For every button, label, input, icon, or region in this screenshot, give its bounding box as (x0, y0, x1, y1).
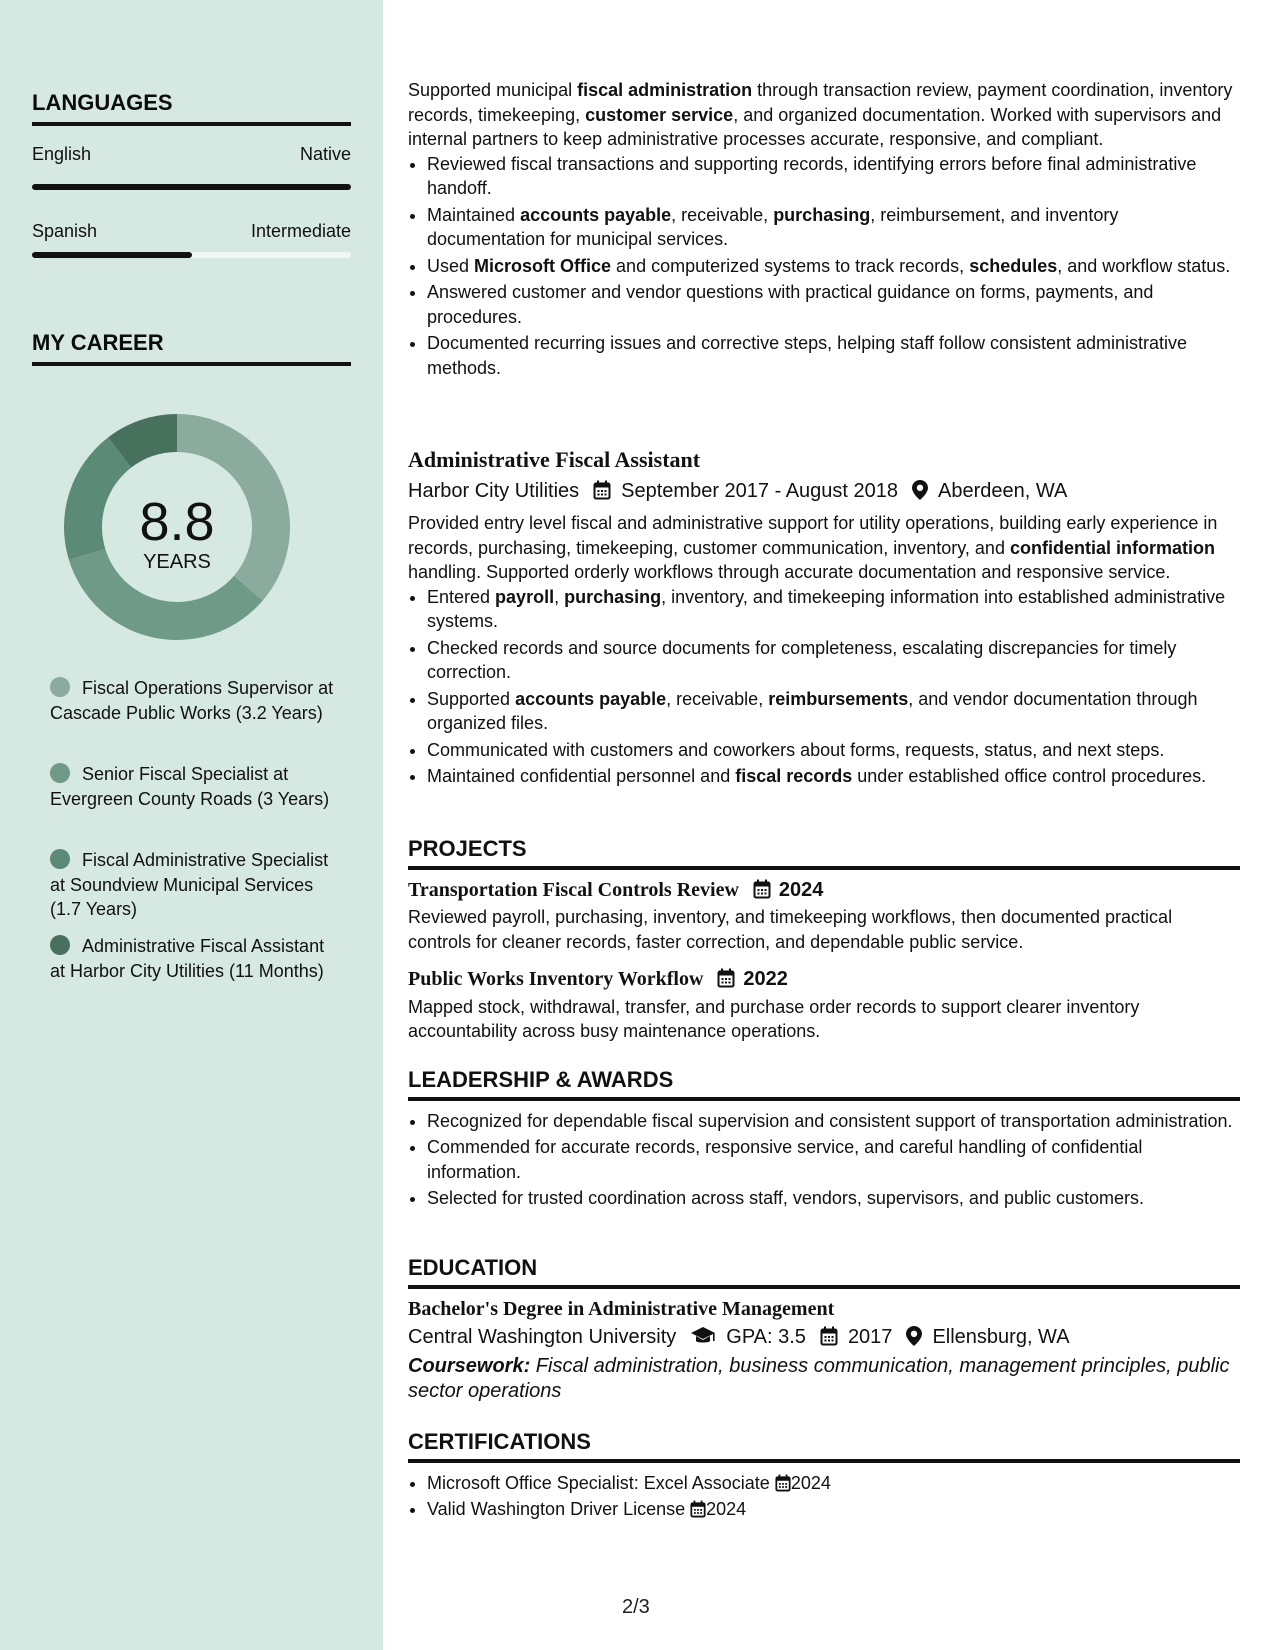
leadership-section (408, 1068, 1240, 1213)
list-item: • Reviewed fiscal transactions and supporting records, identifying errors before final administrative handoff. (427, 152, 1240, 201)
job-company: Harbor City Utilities (408, 479, 580, 502)
map-pin-icon (906, 1325, 922, 1350)
graduation-year: 2017 (847, 1326, 893, 1348)
project-title-row (408, 967, 1240, 992)
language-row-spanish (32, 221, 351, 242)
list-item: • Maintained confidential personnel and fiscal records under established office control procedures. (427, 764, 1240, 789)
list-item: • Answered customer and vendor questions with practical guidance on forms, payments, and procedures. (427, 280, 1240, 329)
language-row-english (32, 144, 351, 165)
list-item: • Used Microsoft Office and computerized systems to track records, schedules, and workflow status. (427, 254, 1240, 279)
school-location: Ellensburg, WA (932, 1326, 1070, 1348)
career-legend-item (50, 762, 340, 811)
projects-section (408, 837, 1240, 1044)
project-title-row (408, 878, 1240, 903)
legend-label: Fiscal Operations Supervisor at Cascade Public Works (3.2 Years) (50, 678, 334, 723)
language-bar-english (32, 184, 351, 190)
language-bar-fill (32, 252, 192, 258)
calendar-icon (753, 878, 771, 903)
list-item: • Communicated with customers and coworkers about forms, requests, status, and next steps. (427, 738, 1240, 763)
legend-dot (50, 935, 70, 955)
intro-bullets (408, 152, 1240, 381)
project-title: Public Works Inventory Workflow (408, 968, 704, 990)
languages-heading: LANGUAGES (32, 90, 351, 126)
job-bullets (408, 585, 1240, 789)
career-legend-item (50, 676, 340, 725)
list-item: • Documented recurring issues and corrective steps, helping staff follow consistent administrative methods. (427, 331, 1240, 380)
language-level: Native (299, 144, 351, 164)
career-total: 8.8 (139, 492, 215, 552)
intro-section (408, 78, 1240, 382)
legend-dot (50, 677, 70, 697)
certifications-heading: CERTIFICATIONS (408, 1430, 1240, 1463)
school-name: Central Washington University (408, 1326, 677, 1348)
project-description: Mapped stock, withdrawal, transfer, and purchase order records to support clearer inventory accountability across busy maintenance operations. (408, 996, 1140, 1041)
project-description: Reviewed payroll, purchasing, inventory, and timekeeping workflows, then documented practical controls for cleaner records, faster correction, and dependable public service. (408, 907, 1173, 952)
calendar-icon (690, 1499, 706, 1519)
sidebar (0, 0, 383, 1650)
language-bar-spanish (32, 252, 351, 258)
calendar-icon (717, 967, 735, 992)
calendar-icon (593, 479, 611, 504)
graduation-cap-icon (690, 1325, 716, 1350)
project-title: Transportation Fiscal Controls Review (408, 878, 739, 901)
intro-paragraph: Supported municipal fiscal administration through transaction review, payment coordination, inventory records, timekeeping, customer service, and organized documentation. Worked with supervisors and internal partners to keep administrative processes accurate, responsive, and compliant. (408, 80, 1233, 149)
degree-title: Bachelor's Degree in Administrative Management (408, 1297, 835, 1320)
job-description: Provided entry level fiscal and administrative support for utility operations, building early experience in records, purchasing, timekeeping, customer communication, inventory, and confidential information handling. Supported orderly workflows through accurate documentation and responsive service. (408, 513, 1218, 582)
list-item: • Supported accounts payable, receivable, reimbursements, and vendor documentation through organized files. (427, 687, 1240, 736)
career-unit: YEARS (143, 551, 211, 573)
legend-dot (50, 763, 70, 783)
legend-label: Senior Fiscal Specialist at Evergreen County Roads (3 Years) (50, 764, 330, 809)
education-meta (408, 1325, 1240, 1350)
list-item: • Checked records and source documents for completeness, escalating discrepancies for timely correction. (427, 636, 1240, 685)
donut-segment-3 (64, 437, 131, 560)
list-item: • Valid Washington Driver License 2024 (427, 1497, 1240, 1522)
language-level: Intermediate (250, 221, 351, 241)
career-legend-item (50, 934, 340, 983)
career-donut-chart (62, 412, 292, 642)
language-name: Spanish (32, 221, 98, 241)
list-item: • Entered payroll, purchasing, inventory, and timekeeping information into established administrative systems. (427, 585, 1240, 634)
certifications-list (408, 1471, 1240, 1522)
project-year: 2024 (778, 878, 824, 901)
coursework: Coursework: Fiscal administration, business communication, management principles, public sector operations (408, 1354, 1230, 1402)
job-dates: September 2017 - August 2018 (621, 479, 899, 502)
language-bar-fill (32, 184, 351, 190)
language-name: English (32, 144, 92, 164)
projects-heading: PROJECTS (408, 837, 1240, 870)
career-heading: MY CAREER (32, 330, 351, 366)
job-location: Aberdeen, WA (938, 479, 1068, 502)
cert-year: 2024 (706, 1499, 747, 1519)
education-heading: EDUCATION (408, 1256, 1240, 1289)
list-item: • Commended for accurate records, responsive service, and careful handling of confidential information. (427, 1135, 1240, 1184)
career-legend-item (50, 848, 340, 922)
leadership-heading: LEADERSHIP & AWARDS (408, 1068, 1240, 1101)
list-item: • Selected for trusted coordination across staff, vendors, supervisors, and public customers. (427, 1186, 1240, 1211)
list-item: • Microsoft Office Specialist: Excel Associate 2024 (427, 1471, 1240, 1496)
list-item: • Maintained accounts payable, receivable, purchasing, reimbursement, and inventory documentation for municipal services. (427, 203, 1240, 252)
job-title: Administrative Fiscal Assistant (408, 447, 701, 472)
job-meta (408, 479, 1240, 504)
cert-year: 2024 (790, 1472, 831, 1493)
project-year: 2022 (743, 968, 788, 990)
leadership-bullets (408, 1109, 1240, 1211)
calendar-icon (820, 1325, 838, 1350)
legend-dot (50, 849, 70, 869)
list-item: • Recognized for dependable fiscal supervision and consistent support of transportation administration. (427, 1109, 1240, 1134)
page-number: 2/3 (622, 1596, 650, 1618)
legend-label: Fiscal Administrative Specialist at Soundview Municipal Services (1.7 Years) (50, 850, 329, 919)
legend-label: Administrative Fiscal Assistant at Harbor City Utilities (11 Months) (50, 936, 325, 981)
calendar-icon (775, 1473, 791, 1493)
certifications-section (408, 1430, 1240, 1524)
job-entry (408, 448, 1240, 791)
education-section (408, 1256, 1240, 1404)
map-pin-icon (912, 479, 928, 504)
gpa: GPA: 3.5 (726, 1326, 806, 1348)
